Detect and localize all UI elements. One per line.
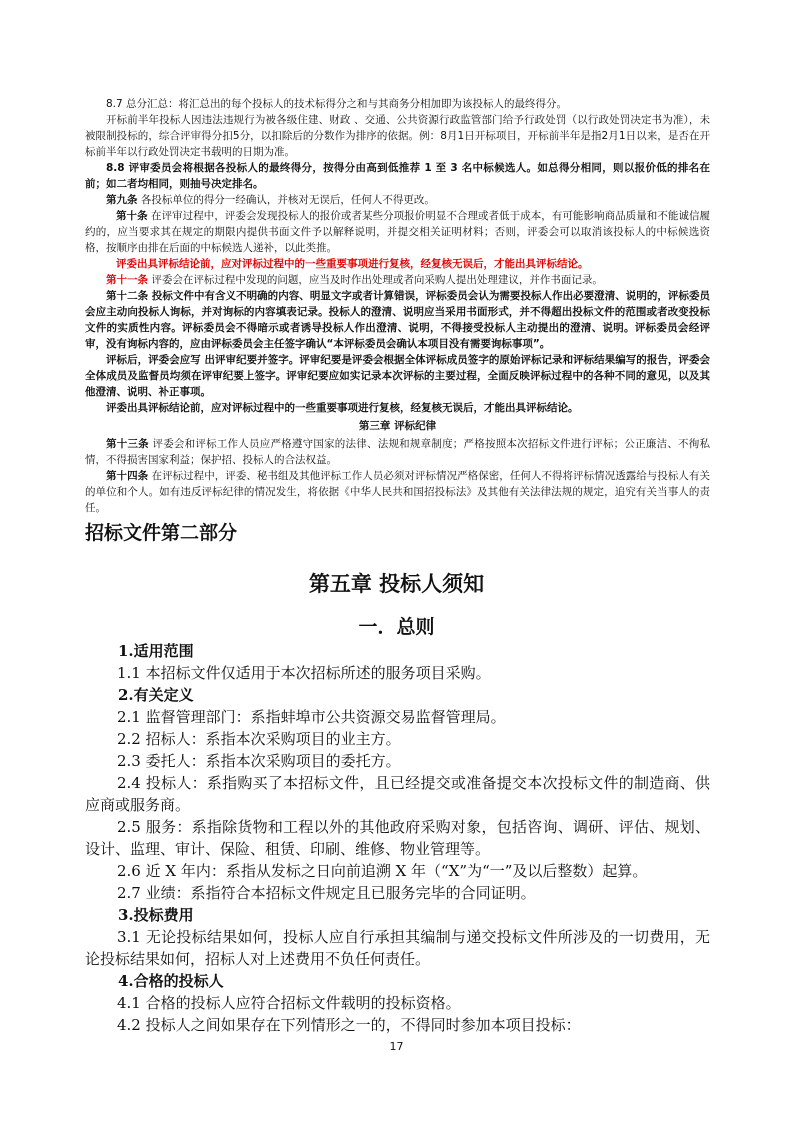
article-label: 第十条 (116, 210, 148, 222)
clause-8-7: 8.7 总分汇总：将汇总出的每个投标人的技术标得分之和与其商务分相加即为该投标人的最终得分。 (106, 98, 568, 110)
item-2-6: 2.6 近 X 年内：系指从发标之日向前追溯 X 年（“X”为“一”及以后整数）起算。 (117, 862, 648, 880)
article-9: 第九条 各投标单位的得分一经确认，并核对无误后，任何人不得更改。 (106, 194, 435, 206)
item-4-2: 4.2 投标人之间如果存在下列情形之一的，不得同时参加本项目投标： (117, 1016, 581, 1034)
review-conclusion-paragraph: 评委出具评标结论前，应对评标过程中的一些重要事项进行复核，经复核无误后，才能出具评标结论。 (106, 402, 579, 414)
article-14: 第十四条 在评标过程中，评委、秘书组及其他评标工作人员必须对评标情况严格保密，任何人不得将评标情况透露给与投标人有关的单位和个人。如有违反评标纪律的情况发生，将依据《中华人民共和国招投标法》及其他有关法律法规的规定，追究有关当事人的责任。 (85, 470, 710, 514)
article-label: 第十四条 (106, 470, 149, 482)
heading-definitions: 2.有关定义 (118, 686, 194, 704)
article-11: 第十一条 评委会在评标过程中发现的问题，应当及时作出处理或者向采购人提出处理建议，并作书面记录。 (106, 274, 603, 286)
item-2-7: 2.7 业绩：系指符合本招标文件规定且已服务完毕的合同证明。 (117, 884, 536, 902)
article-12: 第十二条 投标文件中有含义不明确的内容、明显文字或者计算错误，评标委员会认为需要投标人作出必要澄清、说明的，评标委员会应主动向投标人询标，并对询标的内容填表记录。投标人的澄清、说明应当采用书面形式，并不得超出投标文件的范围或者改变投标文件的实质性内容。评标委员会不得暗示或者诱导投标人作出澄清、说明，不得接受投标人主动提出的澄清、说明。评标委员会经评审，没有询标内容的，应由评标委员会主任签字确认“本评标委员会确认本项目没有需要询标事项”。 (85, 290, 711, 350)
item-3-1: 3.1 无论投标结果如何，投标人应自行承担其编制与递交投标文件所涉及的一切费用，无论投标结果如何，招标人对上述费用不负任何责任。 (85, 928, 710, 968)
page-number: 17 (389, 1040, 404, 1053)
article-label: 第十二条 (106, 290, 149, 302)
article-label: 第十三条 (106, 438, 149, 450)
chapter-title: 第五章 投标人须知 (308, 571, 485, 596)
article-13: 第十三条 评委会和评标工作人员应严格遵守国家的法律、法规和规章制度；严格按照本次招标文件进行评标；公正廉洁、不徇私情，不得损害国家利益；保护招、投标人的合法权益。 (85, 438, 710, 466)
review-minutes-paragraph: 评标后，评委会应写 出评审纪要并签字。评审纪要是评委会根据全体评标成员签字的原始评标记录和评标结果编写的报告，评委会全体成员及监督员均须在评审纪要上签字。评审纪要应如实记录本次评标的主要过程，全面反映评标过程中的各种不同的意见，以及其他澄清、说明、补正事项。 (85, 354, 710, 398)
item-2-5: 2.5 服务：系指除货物和工程以外的其他政府采购对象，包括咨询、调研、评估、规划、设计、监理、审计、保险、租赁、印刷、维修、物业管理等。 (85, 818, 710, 858)
heading-qualified-bidders: 4.合格的投标人 (118, 972, 224, 990)
item-2-2: 2.2 招标人：系指本次采购项目的业主方。 (117, 730, 401, 748)
item-2-3: 2.3 委托人：系指本次采购项目的委托方。 (117, 752, 401, 770)
review-note-red: 评委出具评标结论前，应对评标过程中的一些重要事项进行复核，经复核无误后，才能出具评标结论。 (116, 258, 589, 270)
part-title: 招标文件第二部分 (85, 522, 238, 544)
article-label: 第九条 (106, 194, 138, 206)
penalty-paragraph: 开标前半年投标人因违法违规行为被各级住建、财政 、交通、公共资源行政监管部门给予行政处罚（以行政处罚决定书为准），未被限制投标的，综合评审得分扣5分，以扣除后的分数作为排序的依据。例：8月1日开标项目，开标前半年是指2月1日以来，是否在开标前半年以行政处罚决定书载明的日期为准。 (85, 114, 710, 158)
item-2-4: 2.4 投标人：系指购买了本招标文件，且已经提交或准备提交本次投标文件的制造商、供应商或服务商。 (85, 774, 710, 814)
item-4-1: 4.1 合格的投标人应符合招标文件载明的投标资格。 (117, 994, 461, 1012)
item-1-1: 1.1 本招标文件仅适用于本次招标所述的服务项目采购。 (117, 664, 491, 682)
heading-costs: 3.投标费用 (118, 906, 194, 924)
chapter-3-heading: 第三章 评标纪律 (358, 420, 437, 432)
item-2-1: 2.1 监督管理部门：系指蚌埠市公共资源交易监督管理局。 (117, 708, 506, 726)
section-title: 一．总则 (358, 616, 435, 638)
heading-scope: 1.适用范围 (118, 642, 194, 660)
article-label: 第十一条 (106, 274, 148, 286)
clause-8-8: 8.8 评审委员会将根据各投标人的最终得分，按得分由高到低推荐 1 至 3 名中标候选人。如总得分相同，则以报价低的排名在前；如二者均相同，则抽号决定排名。 (85, 162, 710, 190)
article-10: 第十条 在评审过程中，评委会发现投标人的报价或者某些分项报价明显不合理或者低于成本，有可能影响商品质量和不能诚信履约的，应当要求其在规定的期限内提供书面文件予以解释说明，并提交相关证明材料；否则，评委会可以取消该投标人的中标候选资格，按顺序由排在后面的中标候选人递补，以此类推。 (85, 210, 711, 254)
